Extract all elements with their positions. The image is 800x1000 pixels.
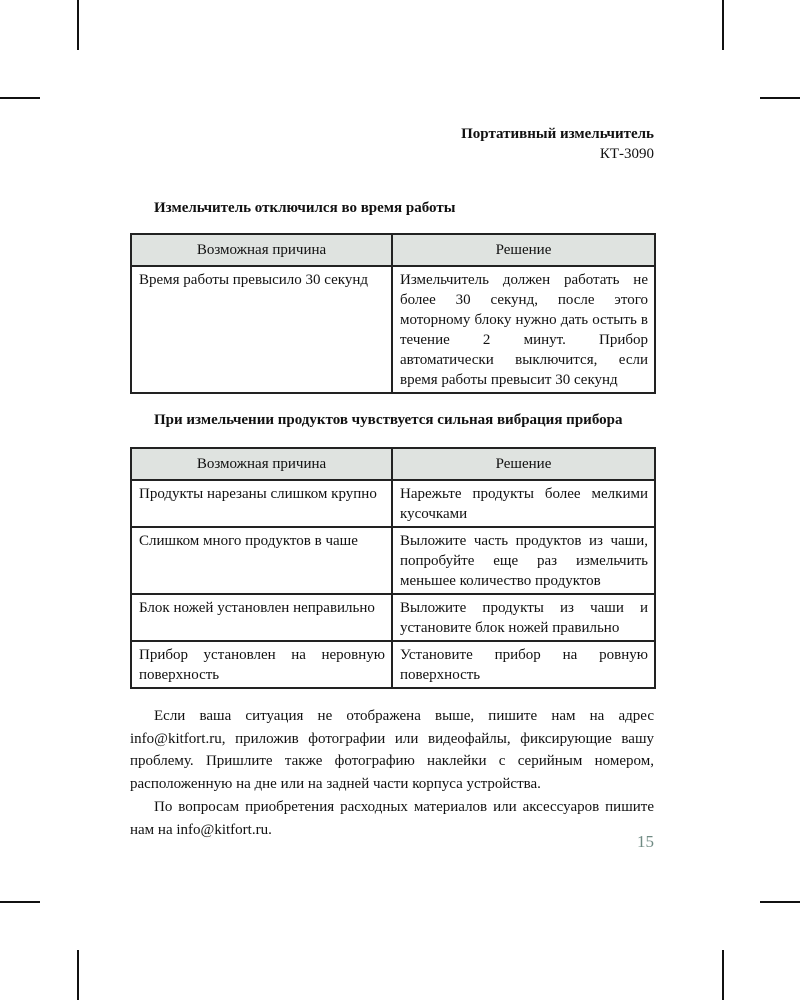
cause-cell: Слишком много продуктов в чаше (131, 527, 392, 594)
crop-mark (760, 97, 800, 99)
column-header-cause: Возможная причина (131, 448, 392, 480)
table-row (131, 527, 655, 594)
column-header-cause: Возможная причина (131, 234, 392, 266)
table-header-row (131, 448, 655, 480)
table-header-row (131, 234, 655, 266)
body-paragraph: По вопросам приобретения расходных материалов или аксессуаров пишите нам на info@kitfort.ru. (130, 799, 654, 838)
solution-cell: Выложите продукты из чаши и установите блок ножей правильно (392, 594, 655, 641)
table-row (131, 266, 655, 393)
cause-cell: Продукты нарезаны слишком крупно (131, 480, 392, 527)
body-paragraph: Если ваша ситуация не отображена выше, пишите нам на адрес info@kitfort.ru, приложив фотографии или видеофайлы, фиксирующие вашу проблему. Пришлите также фотографию наклейки с серийным номером, расположенную на дне или на задней части корпуса устройства. (130, 708, 654, 792)
table-row (131, 641, 655, 688)
crop-mark (0, 97, 40, 99)
column-header-solution: Решение (392, 448, 655, 480)
troubleshooting-table (130, 447, 656, 689)
crop-mark (722, 0, 724, 50)
section-title: При измельчении продуктов чувствуется сильная вибрация прибора (154, 412, 623, 428)
table-row (131, 480, 655, 527)
section-title: Измельчитель отключился во время работы (154, 200, 456, 216)
cause-cell: Блок ножей установлен неправильно (131, 594, 392, 641)
solution-cell: Нарежьте продукты более мелкими кусочками (392, 480, 655, 527)
page-number: 15 (637, 832, 654, 851)
solution-cell: Выложите часть продуктов из чаши, попробуйте еще раз измельчить меньшее количество продуктов (392, 527, 655, 594)
table-row (131, 594, 655, 641)
header-product: Портативный измельчитель (461, 126, 654, 142)
solution-cell: Измельчитель должен работать не более 30 секунд, после этого моторному блоку нужно дать остыть в течение 2 минут. Прибор автоматически выключится, если время работы превысит 30 секунд (392, 266, 655, 393)
crop-mark (77, 950, 79, 1000)
cause-cell: Прибор установлен на неровную поверхность (131, 641, 392, 688)
crop-mark (77, 0, 79, 50)
troubleshooting-table (130, 233, 656, 394)
crop-mark (0, 901, 40, 903)
solution-cell: Установите прибор на ровную поверхность (392, 641, 655, 688)
cause-cell: Время работы превысило 30 секунд (131, 266, 392, 393)
crop-mark (760, 901, 800, 903)
column-header-solution: Решение (392, 234, 655, 266)
header-model: КТ-3090 (599, 146, 654, 162)
crop-mark (722, 950, 724, 1000)
running-header (461, 124, 654, 164)
